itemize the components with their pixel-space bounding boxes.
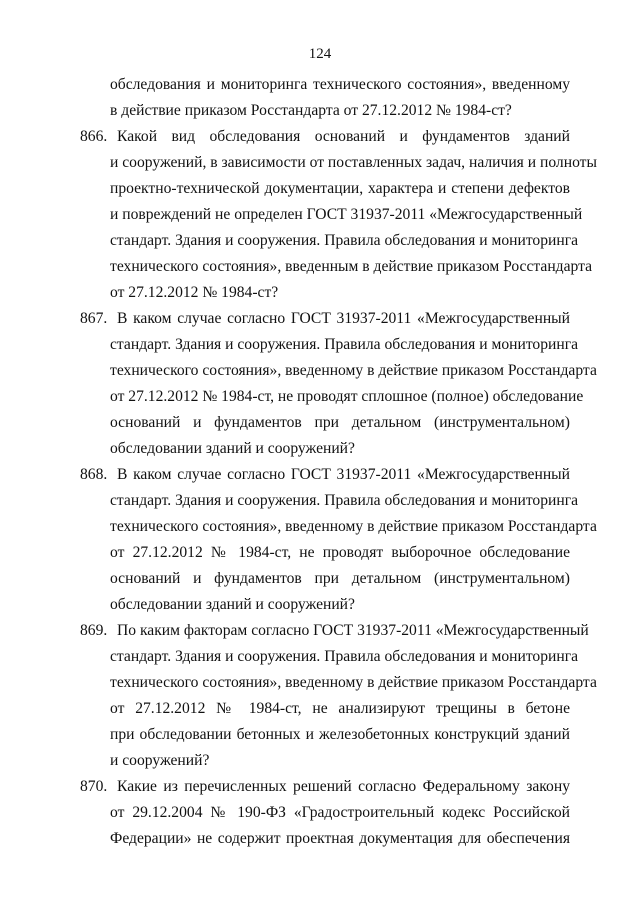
text-line xyxy=(0,592,640,618)
question-number: 868. xyxy=(80,466,108,483)
line-text: стандарт. Здания и сооружения. Правила обследования и мониторинга xyxy=(110,232,579,249)
question-number: 870. xyxy=(80,778,108,795)
line-text: технического состояния», введенным в действие приказом Росстандарта xyxy=(110,258,593,275)
question-first-line xyxy=(0,774,640,800)
line-text: и сооружений, в зависимости от поставленных задач, наличия и полноты xyxy=(110,154,597,171)
text-line xyxy=(0,826,640,852)
line-text: проектно-технической документации, характера и степени дефектов xyxy=(110,180,570,197)
line-text: Какие из перечисленных решений согласно Федеральному закону xyxy=(117,778,570,795)
line-text: Какой вид обследования оснований и фундаментов зданий xyxy=(117,128,570,145)
line-text: от 27.12.2012 № 1984-ст, не проводят выборочное обследование xyxy=(110,544,570,561)
question-first-line xyxy=(0,124,640,150)
line-text: В каком случае согласно ГОСТ 31937-2011 «Межгосударственный xyxy=(117,466,570,483)
line-text: оснований и фундаментов при детальном (инструментальном) xyxy=(110,570,570,587)
line-text: обследовании зданий и сооружений? xyxy=(110,440,355,457)
line-text: стандарт. Здания и сооружения. Правила обследования и мониторинга xyxy=(110,492,579,509)
text-line xyxy=(0,722,640,748)
line-text: стандарт. Здания и сооружения. Правила обследования и мониторинга xyxy=(110,648,579,665)
line-text: обследовании зданий и сооружений? xyxy=(110,596,355,613)
question-number: 866. xyxy=(80,128,108,145)
line-text: в действие приказом Росстандарта от 27.12.2012 № 1984-ст? xyxy=(110,102,512,119)
line-text: от 27.12.2012 № 1984-ст, не проводят сплошное (полное) обследование xyxy=(110,388,584,405)
line-text: и сооружений? xyxy=(110,752,210,769)
line-text: технического состояния», введенному в действие приказом Росстандарта xyxy=(110,674,597,691)
question-number: 869. xyxy=(80,622,108,639)
text-line xyxy=(0,644,640,670)
question-first-line xyxy=(0,462,640,488)
text-line xyxy=(0,488,640,514)
question-number: 867. xyxy=(80,310,108,327)
line-text: от 29.12.2004 № 190-ФЗ «Градостроительный кодекс Российской xyxy=(110,804,570,821)
text-line xyxy=(0,410,640,436)
line-text: технического состояния», введенному в действие приказом Росстандарта xyxy=(110,518,597,535)
text-line xyxy=(0,540,640,566)
line-text: По каким факторам согласно ГОСТ 31937-2011 «Межгосударственный xyxy=(117,622,589,639)
text-line xyxy=(0,280,640,306)
text-line xyxy=(0,358,640,384)
text-line xyxy=(0,800,640,826)
line-text: от 27.12.2012 № 1984-ст? xyxy=(110,284,279,301)
line-text: Федерации» не содержит проектная документация для обеспечения xyxy=(110,830,570,847)
text-line xyxy=(0,98,640,124)
text-line xyxy=(0,332,640,358)
text-line xyxy=(0,748,640,774)
text-line xyxy=(0,202,640,228)
line-text: при обследовании бетонных и железобетонных конструкций зданий xyxy=(110,726,570,743)
text-line xyxy=(0,176,640,202)
text-line xyxy=(0,514,640,540)
line-text: от 27.12.2012 № 1984-ст, не анализируют трещины в бетоне xyxy=(110,700,570,717)
text-line xyxy=(0,254,640,280)
text-line xyxy=(0,696,640,722)
line-text: оснований и фундаментов при детальном (инструментальном) xyxy=(110,414,570,431)
line-text: и повреждений не определен ГОСТ 31937-2011 «Межгосударственный xyxy=(110,206,583,223)
text-line xyxy=(0,150,640,176)
line-text: обследования и мониторинга технического состояния», введенному xyxy=(110,76,570,93)
text-line xyxy=(0,228,640,254)
document-body xyxy=(0,72,640,852)
question-first-line xyxy=(0,618,640,644)
line-text: стандарт. Здания и сооружения. Правила обследования и мониторинга xyxy=(110,336,579,353)
text-line xyxy=(0,566,640,592)
text-line xyxy=(0,384,640,410)
line-text: технического состояния», введенному в действие приказом Росстандарта xyxy=(110,362,597,379)
line-text: В каком случае согласно ГОСТ 31937-2011 «Межгосударственный xyxy=(117,310,570,327)
text-line xyxy=(0,436,640,462)
text-line xyxy=(0,670,640,696)
page-number: 124 xyxy=(308,46,332,62)
text-line xyxy=(0,72,640,98)
question-first-line xyxy=(0,306,640,332)
